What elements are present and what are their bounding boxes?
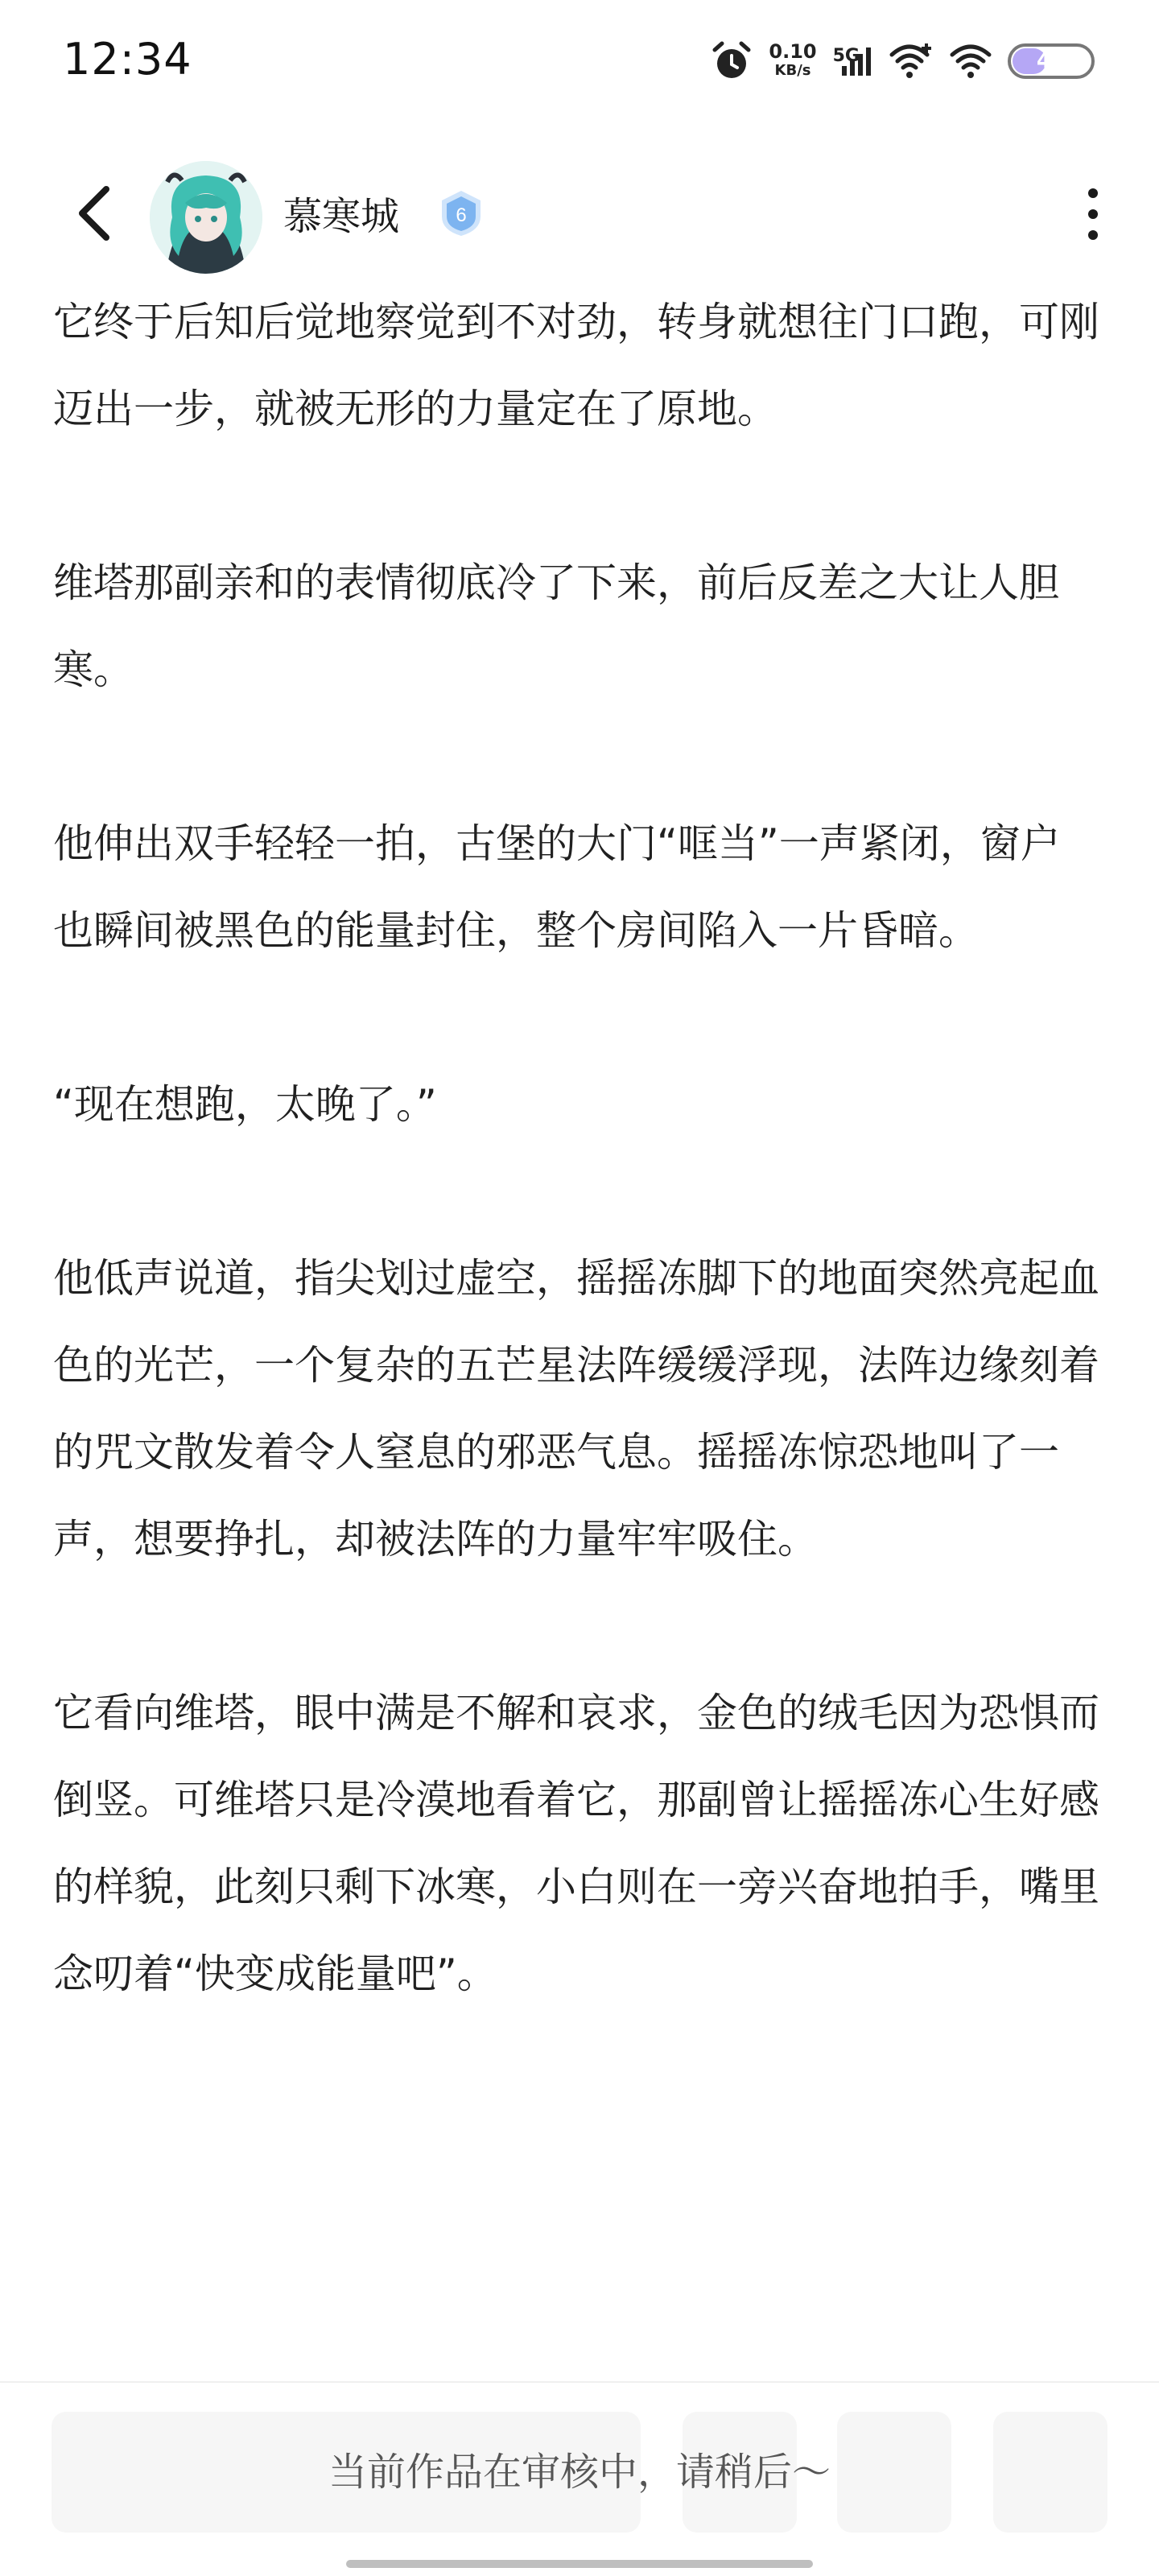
- net-speed: [769, 42, 816, 80]
- article-paragraph: 它终于后知后觉地察觉到不对劲，转身就想往门口跑，可刚迈出一步，就被无形的力量定在了原地。: [53, 299, 1099, 432]
- battery-icon: [1008, 43, 1095, 79]
- article-paragraph: “现在想跑，太晚了。”: [53, 1081, 437, 1128]
- net-speed-unit: KB/s: [774, 62, 811, 79]
- article-body: [53, 279, 1099, 2017]
- article-paragraph: 他伸出双手轻轻一拍，古堡的大门“哐当”一声紧闭，窗户也瞬间被黑色的能量封住，整个房间陷入一片昏暗。: [53, 820, 1061, 954]
- network-type: 5G: [832, 46, 860, 66]
- home-indicator[interactable]: [346, 2560, 813, 2568]
- nav-bar: [0, 153, 1159, 274]
- more-icon[interactable]: [1077, 182, 1109, 246]
- status-icons: [711, 37, 1095, 85]
- cell-signal: [833, 45, 872, 77]
- status-bar: [0, 0, 1159, 129]
- wifi-icon: [950, 42, 992, 80]
- level-badge-icon: [436, 188, 486, 238]
- avatar[interactable]: [150, 161, 262, 274]
- avatar-illustration: [150, 161, 262, 274]
- bottom-divider: [0, 2381, 1159, 2383]
- review-notice: 当前作品在审核中，请稍后～: [328, 2450, 831, 2495]
- author-name[interactable]: 慕寒城: [283, 194, 400, 239]
- level-number: 6: [456, 204, 467, 226]
- article-paragraph: 维塔那副亲和的表情彻底冷了下来，前后反差之大让人胆寒。: [53, 559, 1059, 693]
- article-paragraph: 他低声说道，指尖划过虚空，摇摇冻脚下的地面突然亮起血色的光芒，一个复杂的五芒星法阵缓缓浮现，法阵边缘刻着的咒文散发着令人窒息的邪恶气息。摇摇冻惊恐地叫了一声，想要挣扎，却被法阵的力量牢牢吸住。: [53, 1255, 1099, 1563]
- back-icon[interactable]: [68, 181, 124, 246]
- wifi-plus-icon: [889, 42, 934, 80]
- battery-level: 42: [1036, 49, 1066, 73]
- status-time: 12:34: [63, 34, 192, 85]
- alarm-icon: [711, 40, 753, 82]
- article-paragraph: 它看向维塔，眼中满是不解和哀求，金色的绒毛因为恐惧而倒竖。可维塔只是冷漠地看着它，那副曾让摇摇冻心生好感的样貌，此刻只剩下冰寒，小白则在一旁兴奋地拍手，嘴里念叨着“快变成能量吧”。: [53, 1690, 1099, 1997]
- net-speed-value: 0.10: [769, 40, 817, 63]
